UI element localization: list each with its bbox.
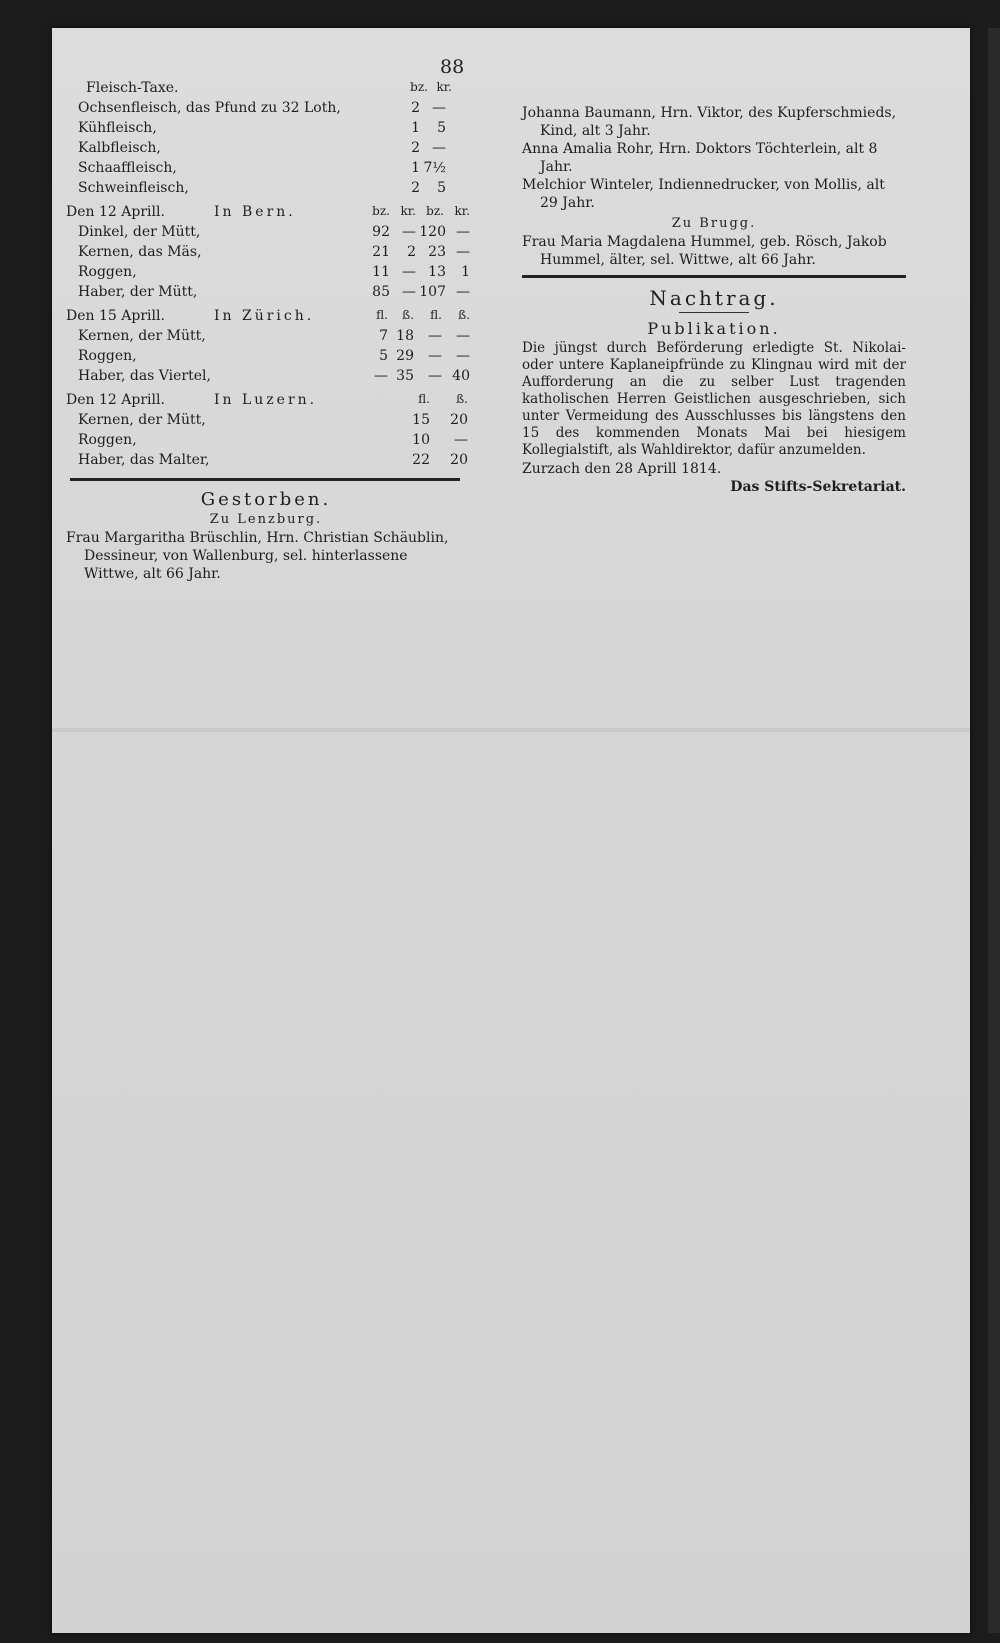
cell: 29 (396, 348, 414, 364)
row-label: Kernen, das Mäs, (78, 244, 202, 260)
col-header: ß. (456, 392, 468, 406)
col-header: bz. (410, 80, 428, 94)
cell: — (456, 348, 470, 364)
publication-signature: Das Stifts-Sekretariat. (730, 479, 906, 495)
table-row (66, 100, 511, 120)
next-page-edge (988, 28, 1000, 1633)
cell: — (428, 348, 442, 364)
cell: 107 (419, 284, 446, 300)
row-label: Dinkel, der Mütt, (78, 224, 201, 240)
cell: 15 (412, 412, 430, 428)
cell: — (456, 284, 470, 300)
death-entry: Johanna Baumann, Hrn. Viktor, des Kupferschmieds, Kind, alt 3 Jahr. (522, 105, 897, 139)
cell: 2 (411, 140, 420, 156)
col-header: fl. (376, 308, 388, 322)
col-header: ß. (458, 308, 470, 322)
luzern-table-header (66, 392, 511, 412)
table-row (66, 368, 511, 388)
cell: 22 (412, 452, 430, 468)
cell: — (428, 368, 442, 384)
cell: 20 (450, 412, 468, 428)
cell: 7 (379, 328, 388, 344)
col-header: fl. (418, 392, 430, 406)
cell: — (454, 432, 468, 448)
row-label: Kernen, der Mütt, (78, 328, 206, 344)
row-label: Haber, das Viertel, (78, 368, 211, 384)
table-row (66, 264, 511, 284)
col-header: fl. (430, 308, 442, 322)
zurich-grain-table (66, 308, 511, 388)
lenzburg-heading: Zu Lenzburg. (209, 512, 323, 527)
cell: — (402, 264, 416, 280)
cell: 7½ (423, 160, 446, 176)
bern-grain-table (66, 204, 511, 304)
table-row (66, 452, 511, 472)
cell: — (432, 140, 446, 156)
row-label: Kalbfleisch, (78, 140, 161, 156)
cell: 120 (419, 224, 446, 240)
deaths-title: Gestorben. (200, 489, 332, 510)
col-header: bz. (372, 204, 390, 218)
cell: 35 (396, 368, 414, 384)
table-row (66, 348, 511, 368)
cell: — (402, 284, 416, 300)
row-label: Roggen, (78, 432, 137, 448)
deaths-section (66, 489, 466, 583)
table-row (66, 160, 511, 180)
page-fold-crease (52, 728, 970, 732)
cell: 40 (452, 368, 470, 384)
cell: 5 (437, 120, 446, 136)
table-row (66, 412, 511, 432)
table-row (66, 432, 511, 452)
cell: — (456, 224, 470, 240)
table-row (66, 328, 511, 348)
col-header: bz. (426, 204, 444, 218)
row-label: Roggen, (78, 264, 137, 280)
publication-title: Publikation. (647, 319, 781, 338)
publication-date: Zurzach den 28 Aprill 1814. (522, 461, 722, 477)
luzern-grain-table (66, 392, 511, 472)
col-header: kr. (400, 204, 416, 218)
cell: — (402, 224, 416, 240)
col-header: kr. (454, 204, 470, 218)
left-column (66, 80, 511, 583)
cell: 11 (372, 264, 390, 280)
row-label: Kernen, der Mütt, (78, 412, 206, 428)
meat-price-table (66, 80, 511, 200)
row-label: Schweinfleisch, (78, 180, 189, 196)
market-date: Den 12 Aprill. (66, 392, 165, 408)
cell: 2 (411, 100, 420, 116)
cell: 5 (379, 348, 388, 364)
col-header: ß. (402, 308, 414, 322)
cell: 21 (372, 244, 390, 260)
cell: 2 (411, 180, 420, 196)
cell: 92 (372, 224, 390, 240)
death-entry: Frau Margaritha Brüschlin, Hrn. Christian Schäublin, Dessineur, von Wallenburg, sel. hinterlassene Wittwe, alt 66 Jahr. (66, 530, 449, 582)
title-underline (679, 312, 749, 313)
row-label: Ochsenfleisch, das Pfund zu 32 Loth, (78, 100, 341, 116)
cell: — (428, 328, 442, 344)
death-entry: Frau Maria Magdalena Hummel, geb. Rösch, Jakob Hummel, älter, sel. Wittwe, alt 66 Jahr. (522, 234, 887, 268)
col-header: kr. (436, 80, 452, 94)
page-number: 88 (440, 56, 465, 78)
cell: — (374, 368, 388, 384)
zurich-table-header (66, 308, 511, 328)
row-label: Haber, der Mütt, (78, 284, 198, 300)
table-row (66, 140, 511, 160)
cell: 13 (428, 264, 446, 280)
table-row (66, 120, 511, 140)
cell: 20 (450, 452, 468, 468)
right-column (522, 104, 906, 495)
table-row (66, 244, 511, 264)
market-place: In Luzern. (214, 392, 318, 408)
cell: 1 (411, 160, 420, 176)
cell: 23 (428, 244, 446, 260)
meat-table-header (66, 80, 511, 100)
table-row (66, 224, 511, 244)
market-date: Den 15 Aprill. (66, 308, 165, 324)
brugg-heading: Zu Brugg. (671, 216, 757, 231)
cell: — (456, 328, 470, 344)
table-row (66, 180, 511, 200)
publication-body: Die jüngst durch Beförderung erledigte St. Nikolai- oder untere Kaplaneipfründe zu Klingnau wird mit der Aufforderung an die zu selber Lust tragenden katholischen Herren Geistlichen ausgeschrieben, sich unter Vermeidung des Ausschlusses bis längstens den 15 des kommenden Monats Mai bei hiesigem Kollegialstift, als Wahldirektor, dafür anzumelden. (522, 340, 906, 458)
bern-table-header (66, 204, 511, 224)
cell: 1 (411, 120, 420, 136)
cell: 1 (461, 264, 470, 280)
cell: 2 (407, 244, 416, 260)
cell: 18 (396, 328, 414, 344)
cell: 85 (372, 284, 390, 300)
section-divider (70, 478, 460, 481)
table-row (66, 284, 511, 304)
meat-table-title: Fleisch-Taxe. (86, 80, 179, 96)
cell: — (456, 244, 470, 260)
cell: 5 (437, 180, 446, 196)
row-label: Roggen, (78, 348, 137, 364)
market-date: Den 12 Aprill. (66, 204, 165, 220)
row-label: Schaaffleisch, (78, 160, 177, 176)
death-entry: Anna Amalia Rohr, Hrn. Doktors Töchterlein, alt 8 Jahr. (522, 141, 878, 175)
market-place: In Bern. (214, 204, 296, 220)
supplement-title: Nachtrag. (649, 286, 779, 310)
row-label: Haber, das Malter, (78, 452, 210, 468)
cell: 10 (412, 432, 430, 448)
cell: — (432, 100, 446, 116)
market-place: In Zürich. (214, 308, 315, 324)
section-divider (522, 275, 906, 278)
death-entry: Melchior Winteler, Indiennedrucker, von Mollis, alt 29 Jahr. (522, 177, 885, 211)
row-label: Kühfleisch, (78, 120, 157, 136)
